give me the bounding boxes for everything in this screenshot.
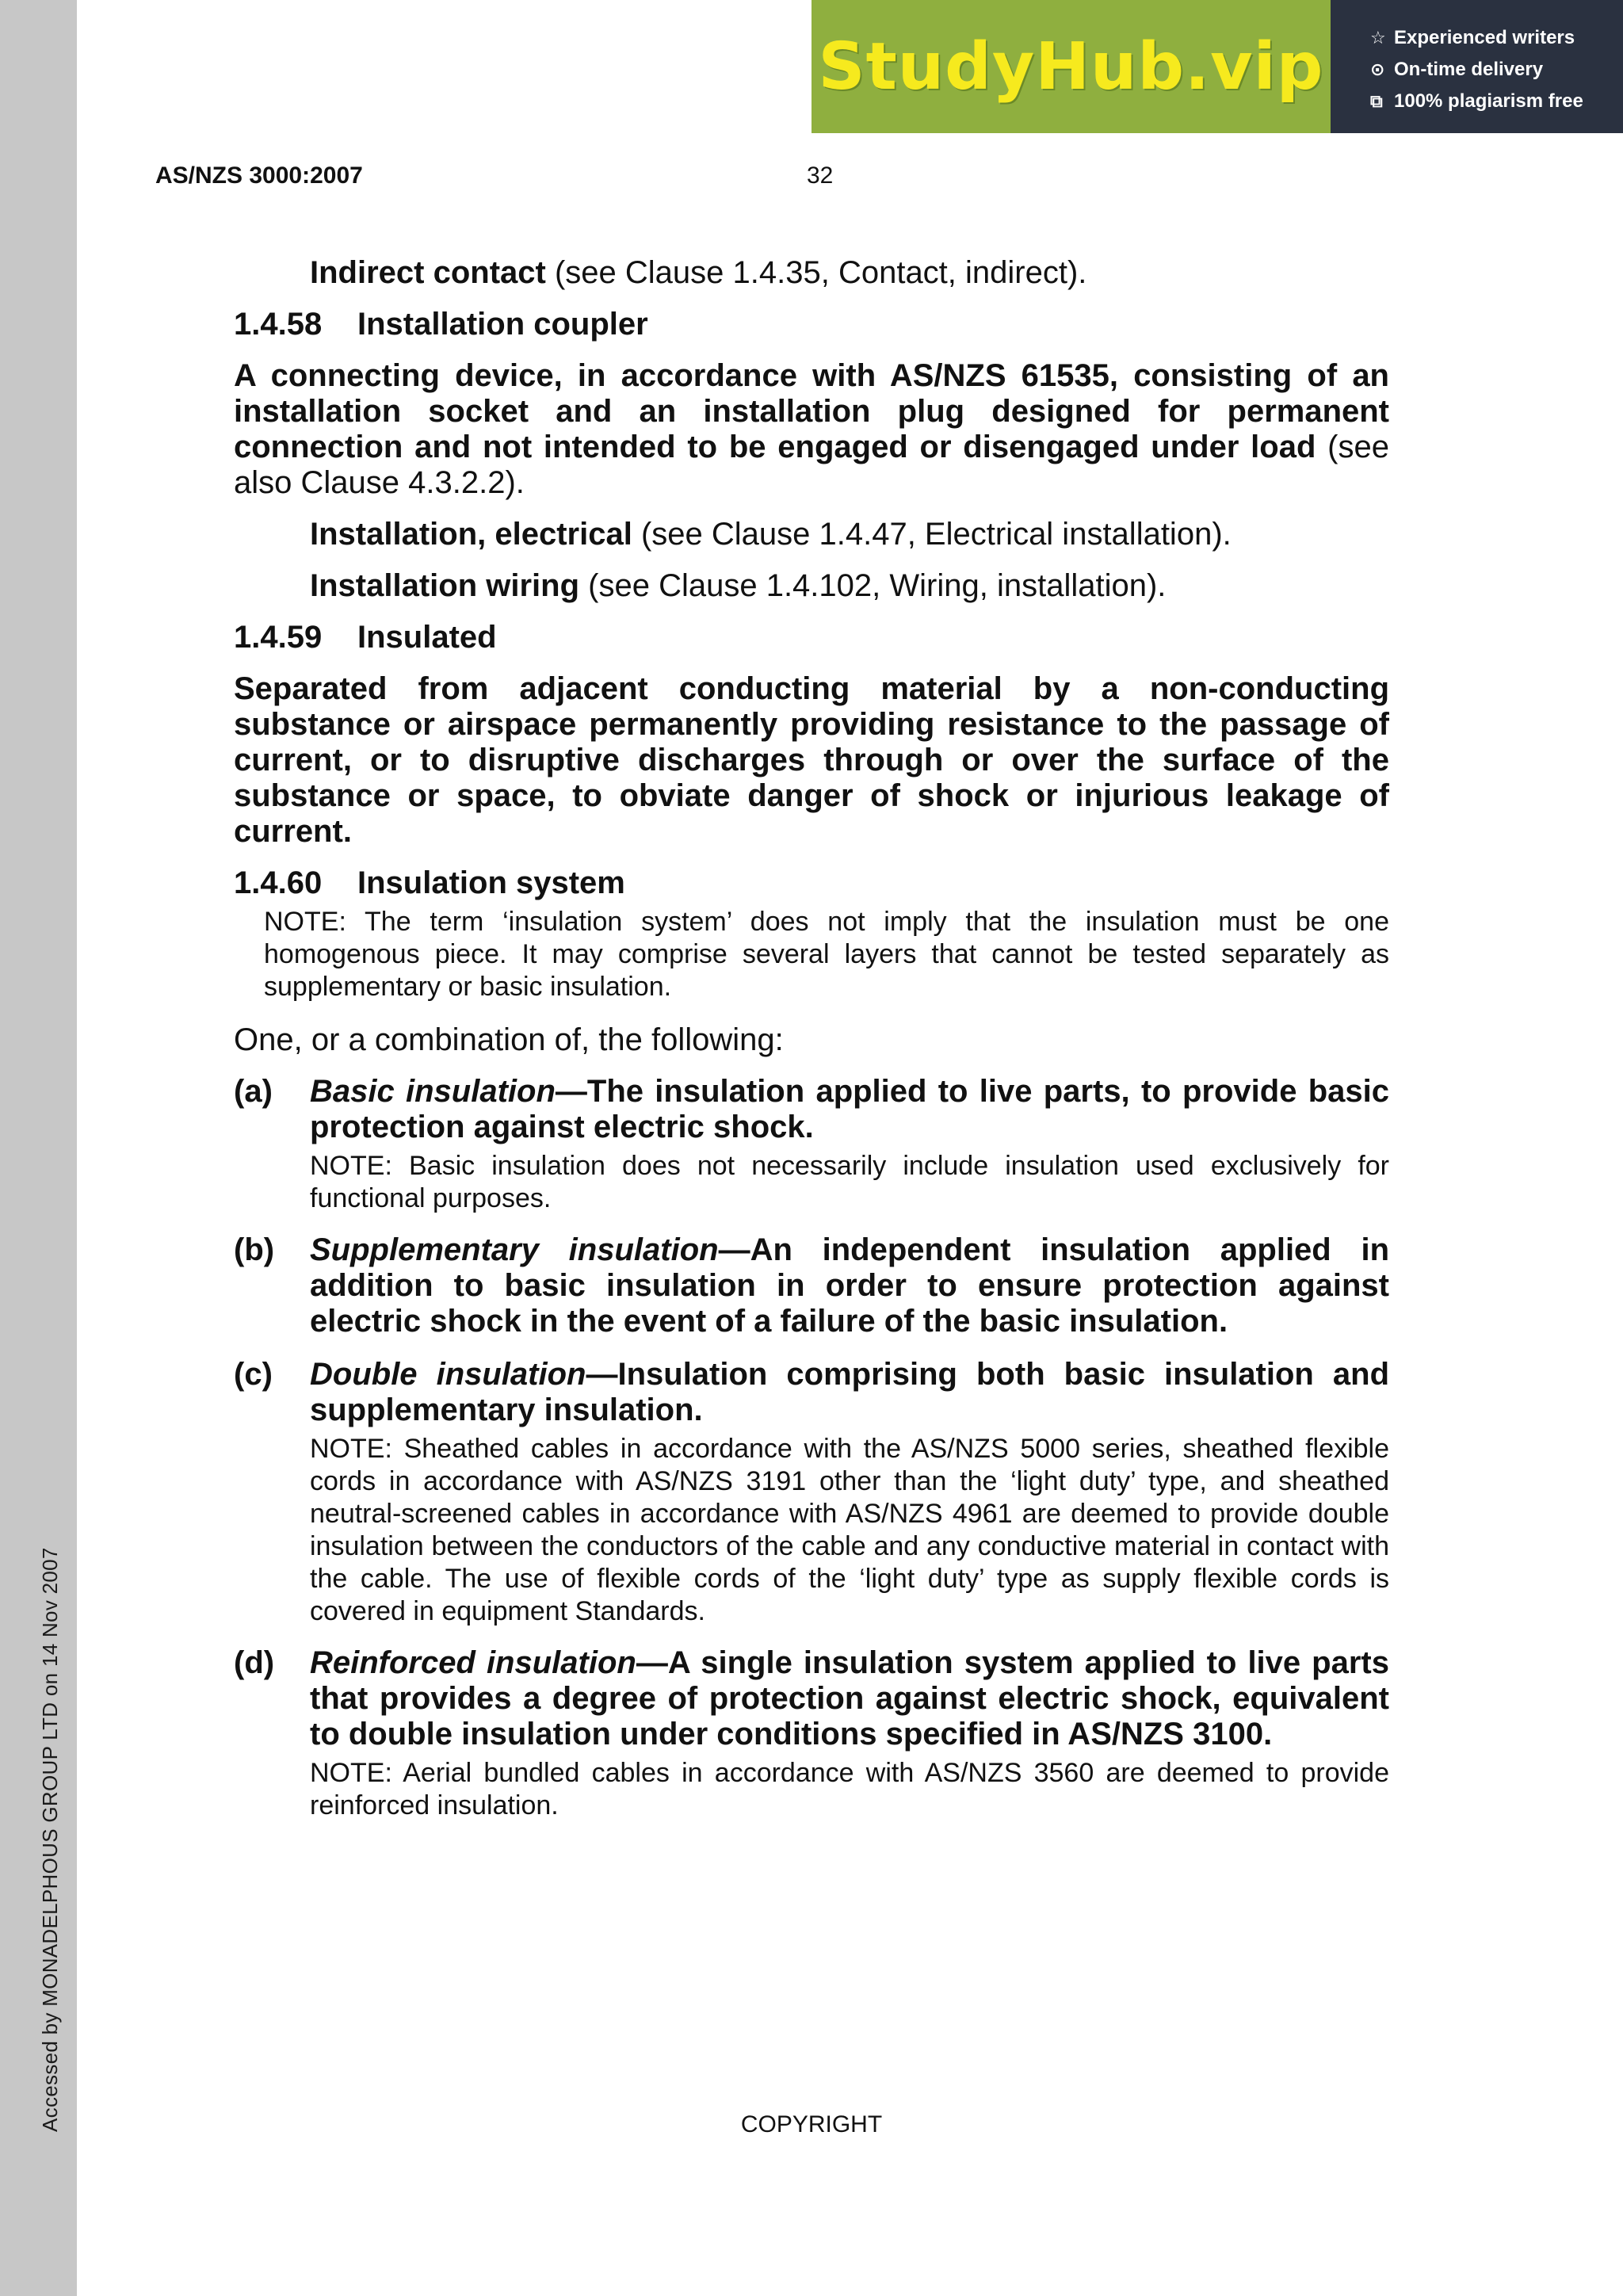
list-item-letter: (a) xyxy=(234,1074,273,1109)
list-item-definition xyxy=(310,1645,1389,1752)
copyright-notice: COPYRIGHT xyxy=(740,2111,883,2137)
list-item-definition xyxy=(310,1232,1389,1339)
feature-label: Experienced writers xyxy=(1394,27,1575,48)
cross-reference-target: (see Clause 1.4.102, Wiring, installation). xyxy=(579,568,1167,603)
cross-reference-target: (see Clause 1.4.47, Electrical installation). xyxy=(632,517,1232,552)
cross-reference-installation-wiring xyxy=(234,568,1389,604)
list-item-term: Double insulation xyxy=(310,1357,586,1392)
list-intro: One, or a combination of, the following: xyxy=(234,1022,784,1057)
clause-heading-1-4-59 xyxy=(234,620,1389,655)
list-item-letter: (d) xyxy=(234,1645,275,1680)
clause-number: 1.4.58 xyxy=(234,307,323,342)
cross-reference-term: Installation, electrical xyxy=(310,517,632,552)
access-watermark: Accessed by MONADELPHOUS GROUP LTD on 14 Nov 2007 xyxy=(38,1547,62,2132)
clause-title: Insulation system xyxy=(357,865,625,900)
left-margin-strip xyxy=(0,0,77,2296)
list-item-note: NOTE: Basic insulation does not necessarily include insulation used exclusively for functional purposes. xyxy=(310,1151,1389,1213)
cross-reference-target: (see Clause 1.4.35, Contact, indirect). xyxy=(545,255,1087,290)
clause-title: Installation coupler xyxy=(357,307,648,342)
clause-title: Insulated xyxy=(357,620,497,655)
running-head-standard: AS/NZS 3000:2007 xyxy=(155,162,363,189)
cross-reference-term: Installation wiring xyxy=(310,568,580,603)
list-item-double-insulation xyxy=(234,1357,1389,1628)
list-item-letter: (c) xyxy=(234,1357,273,1392)
list-item-term: Basic insulation xyxy=(310,1074,556,1109)
definition-text: A connecting device, in accordance with AS/NZS 61535, consisting of an installation socket and an installation plug designed for permanent connection and not intended to be engaged or disengaged under load xyxy=(234,358,1389,464)
clause-number: 1.4.60 xyxy=(234,865,323,900)
note-insulation-system: NOTE: The term ‘insulation system’ does not imply that the insulation must be one homogenous piece. It may comprise several layers that cannot be tested separately as supplementary or basic insulation. xyxy=(264,907,1389,1002)
document-body xyxy=(234,255,1389,1839)
clause-number: 1.4.59 xyxy=(234,620,323,655)
cross-reference-term: Indirect contact xyxy=(310,255,546,290)
list-item-text: —Insulation comprising both basic insulation and supplementary insulation. xyxy=(310,1357,1389,1427)
list-item-reinforced-insulation xyxy=(234,1645,1389,1822)
copy-icon: ⧉ xyxy=(1370,91,1383,111)
feature-plagiarism xyxy=(1370,86,1623,117)
cross-reference-indirect-contact xyxy=(234,255,1389,291)
list-item-body xyxy=(310,1074,1389,1215)
feature-label: 100% plagiarism free xyxy=(1394,90,1583,112)
definition-insulated: Separated from adjacent conducting material by a non-conducting substance or airspace permanently providing resistance to the passage of current, or to disruptive discharges through or over the surface of the substance or space, to obviate danger of shock or injurious leakage of current. xyxy=(234,671,1389,849)
list-item-basic-insulation xyxy=(234,1074,1389,1215)
list-item-supplementary-insulation xyxy=(234,1232,1389,1339)
studyhub-banner[interactable] xyxy=(812,0,1623,133)
list-item-definition xyxy=(310,1074,1389,1145)
list-item-text: —The insulation applied to live parts, to provide basic protection against electric shock. xyxy=(310,1074,1389,1144)
definition-reference: (see also Clause 4.3.2.2). xyxy=(234,430,1389,500)
banner-logo[interactable] xyxy=(812,0,1331,133)
clause-heading-1-4-60 xyxy=(234,865,1389,901)
banner-logo-text: StudyHub.vip xyxy=(818,29,1324,105)
list-item-text: —An independent insulation applied in addition to basic insulation in order to ensure protection against electric shock in the event of a failure of the basic insulation. xyxy=(310,1232,1390,1339)
cross-reference-installation-electrical xyxy=(234,517,1389,552)
feature-label: On-time delivery xyxy=(1394,59,1544,80)
list-item-term: Reinforced insulation xyxy=(310,1645,636,1680)
list-item-letter: (b) xyxy=(234,1232,275,1267)
list-item-note: NOTE: Aerial bundled cables in accordance with AS/NZS 3560 are deemed to provide reinforced insulation. xyxy=(310,1758,1389,1820)
banner-features xyxy=(1331,0,1623,133)
star-icon: ☆ xyxy=(1370,28,1386,48)
definition-installation-coupler xyxy=(234,358,1389,501)
page-footer xyxy=(0,2111,1623,2138)
list-item-term: Supplementary insulation xyxy=(310,1232,719,1267)
list-item-body xyxy=(310,1232,1389,1339)
list-item-note: NOTE: Sheathed cables in accordance with the AS/NZS 5000 series, sheathed flexible cords in accordance with AS/NZS 3191 other than the ‘light duty’ type, and sheathed neutral-screened cables in accordance with AS/NZS 4961 are deemed to provide double insulation between the conductors of the cable and any conductive material in contact with the cable. The use of flexible cords of the ‘light duty’ type as supply flexible cords is covered in equipment Standards. xyxy=(310,1434,1389,1626)
feature-writers xyxy=(1370,22,1623,54)
list-item-text: —A single insulation system applied to live parts that provides a degree of protection against electric shock, equivalent to double insulation under conditions specified in AS/NZS 3100. xyxy=(310,1645,1389,1752)
list-item-body xyxy=(310,1357,1389,1628)
page-number: 32 xyxy=(807,162,834,189)
clause-heading-1-4-58 xyxy=(234,307,1389,342)
feature-delivery xyxy=(1370,54,1623,86)
list-item-definition xyxy=(310,1357,1389,1428)
list-item-body xyxy=(310,1645,1389,1822)
clock-icon: ⊙ xyxy=(1370,59,1385,79)
